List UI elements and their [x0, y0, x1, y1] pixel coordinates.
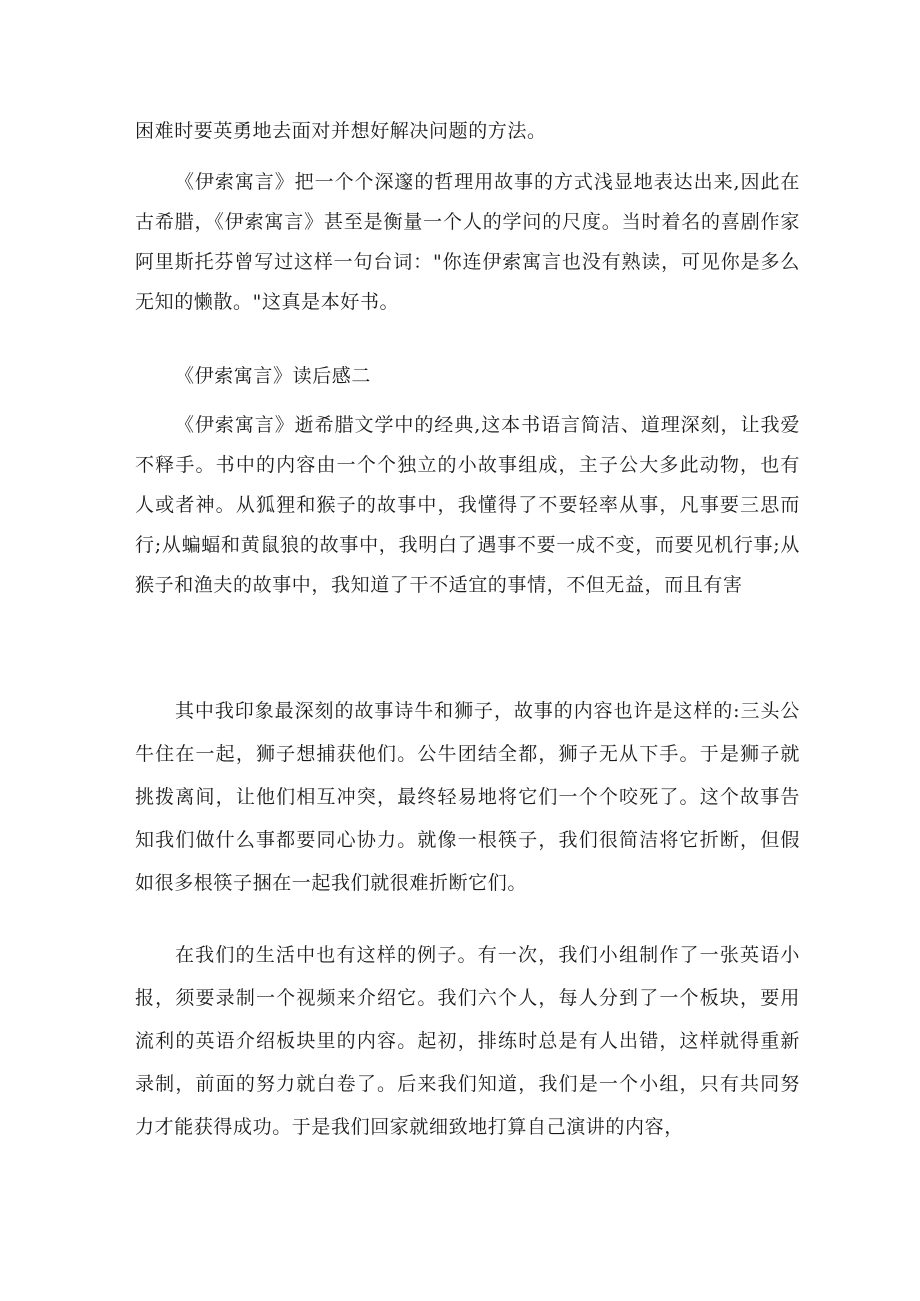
- paragraph-1: 困难时要英勇地去面对并想好解决问题的方法。: [135, 120, 547, 142]
- paragraph-2: 《伊索寓言》把一个个深邃的哲理用故事的方式浅显地表达出来,因此在古希腊，《伊索寓言》甚至是衡量一个人的学问的尺度。当时着名的喜剧作家阿里斯托芬曾写过这样一句台词："你连伊索寓言也没有熟读，可见你是多么无知的懒散。"这真是本好书。: [135, 171, 800, 313]
- paragraph-3: 《伊索寓言》逝希腊文学中的经典,这本书语言简洁、道理深刻，让我爱不释手。书中的内容由一个个独立的小故事组成，主子公大多此动物，也有人或者神。从狐狸和猴子的故事中，我懂得了不要轻率从事，凡事要三思而行;从蝙蝠和黄鼠狼的故事中，我明白了遇事不要一成不变，而要见机行事;从猴子和渔夫的故事中，我知道了干不适宜的事情，不但无益，而且有害: [135, 414, 800, 596]
- paragraph-4: 其中我印象最深刻的故事诗牛和狮子，故事的内容也许是这样的:三头公牛住在一起，狮子想捕获他们。公牛团结全都，狮子无从下手。于是狮子就挑拨离间，让他们相互冲突，最终轻易地将它们一个个咬死了。这个故事告知我们做什么事都要同心协力。就像一根筷子，我们很简洁将它折断，但假如很多根筷子捆在一起我们就很难折断它们。: [135, 700, 800, 894]
- section-heading: 《伊索寓言》读后感二: [175, 365, 372, 387]
- paragraph-5: 在我们的生活中也有这样的例子。有一次，我们小组制作了一张英语小报，须要录制一个视频来介绍它。我们六个人，每人分到了一个板块，要用流利的英语介绍板块里的内容。起初，排练时总是有人出错，这样就得重新录制，前面的努力就白卷了。后来我们知道，我们是一个小组，只有共同努力才能获得成功。于是我们回家就细致地打算自己演讲的内容，: [135, 944, 800, 1138]
